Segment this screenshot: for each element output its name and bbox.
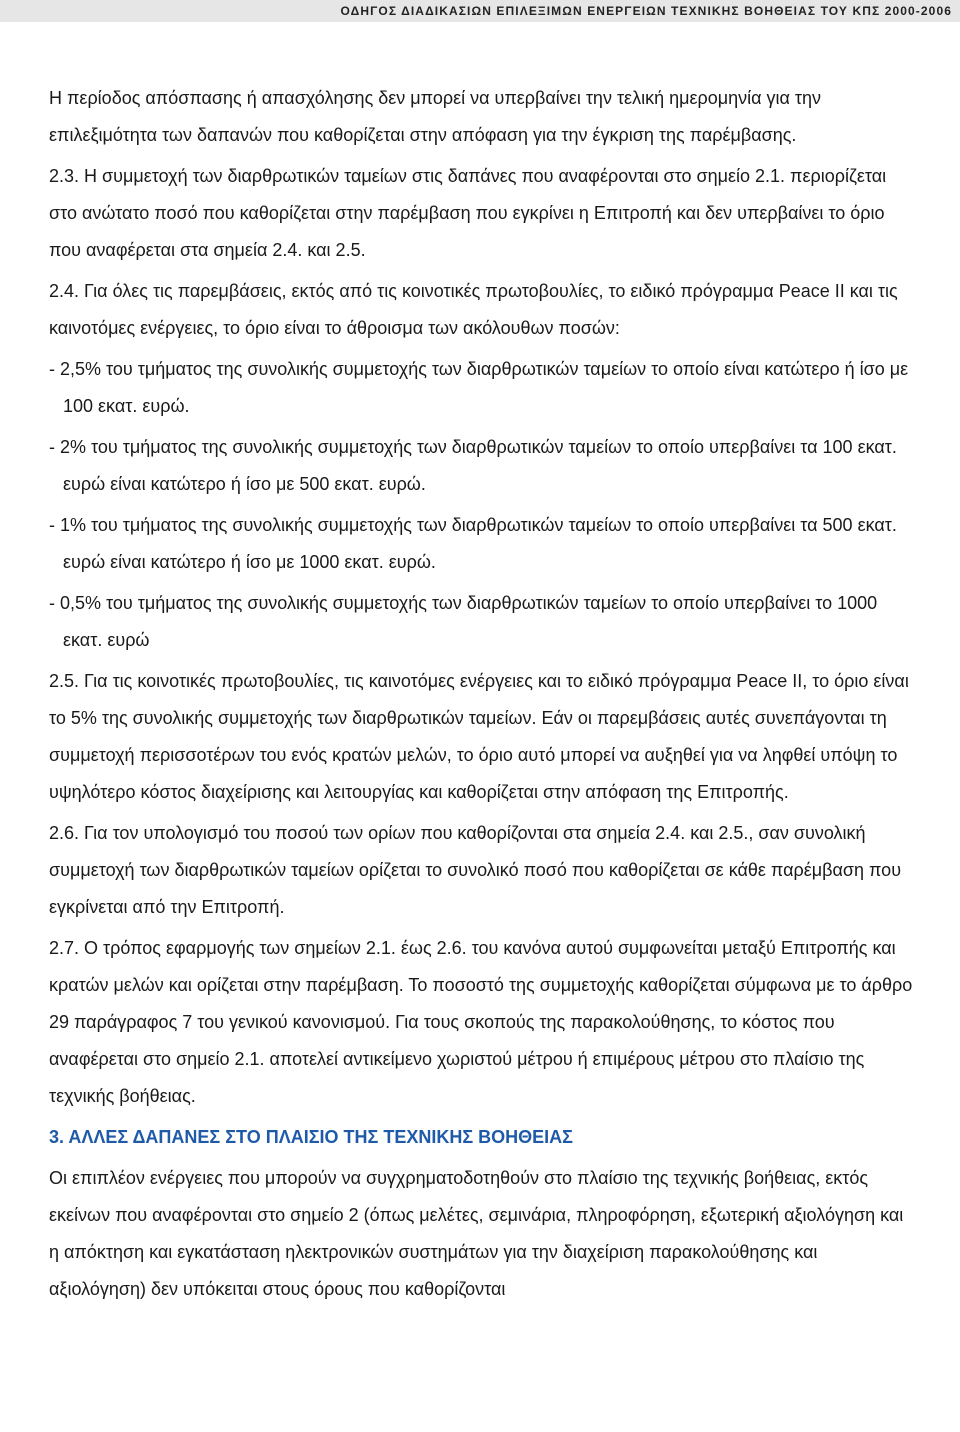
paragraph-2-6: 2.6. Για τον υπολογισμό του ποσού των ορίων που καθορίζονται στα σημεία 2.4. και 2.5., σαν συνολική συμμετοχή των διαρθρωτικών ταμείων ορίζεται το συνολικό ποσό που καθορίζεται σε κάθε παρέμβαση που εγκρίνεται από την Επιτροπή. bbox=[49, 823, 902, 917]
running-header: ΟΔΗΓΟΣ ΔΙΑΔΙΚΑΣΙΩΝ ΕΠΙΛΕΞΙΜΩΝ ΕΝΕΡΓΕΙΩΝ ΤΕΧΝΙΚΗΣ ΒΟΗΘΕΙΑΣ ΤΟΥ ΚΠΣ 2000-2006 bbox=[0, 0, 960, 22]
paragraph-2-4: 2.4. Για όλες τις παρεμβάσεις, εκτός από τις κοινοτικές πρωτοβουλίες, το ειδικό πρόγραμμα Peace II και τις καινοτόμες ενέργειες, το όριο είναι το άθροισμα των ακόλουθων ποσών: bbox=[49, 281, 898, 338]
list-item: - 1% του τμήματος της συνολικής συμμετοχής των διαρθρωτικών ταμείων το οποίο υπερβαίνει τα 500 εκατ. ευρώ είναι κατώτερο ή ίσο με 1000 εκατ. ευρώ. bbox=[49, 515, 897, 572]
list-item: - 2,5% του τμήματος της συνολικής συμμετοχής των διαρθρωτικών ταμείων το οποίο είναι κατώτερο ή ίσο με 100 εκατ. ευρώ. bbox=[49, 359, 909, 416]
document-body bbox=[49, 80, 917, 1312]
section-heading-3: 3. ΑΛΛΕΣ ΔΑΠΑΝΕΣ ΣΤΟ ΠΛΑΙΣΙΟ ΤΗΣ ΤΕΧΝΙΚΗΣ ΒΟΗΘΕΙΑΣ bbox=[49, 1127, 573, 1147]
paragraph-2-7: 2.7. Ο τρόπος εφαρμογής των σημείων 2.1. έως 2.6. του κανόνα αυτού συμφωνείται μεταξύ Επιτροπής και κρατών μελών και ορίζεται στην παρέμβαση. Το ποσοστό της συμμετοχής καθορίζεται σύμφωνα με το άρθρο 29 παράγραφος 7 του γενικού κανονισμού. Για τους σκοπούς της παρακολούθησης, το κόστος που αναφέρεται στο σημείο 2.1. αποτελεί αντικείμενο χωριστού μέτρου ή επιμέρους μέτρου στο πλαίσιο της τεχνικής βοήθειας. bbox=[49, 938, 913, 1106]
list-2-4 bbox=[49, 351, 917, 659]
paragraph-2-3: 2.3. Η συμμετοχή των διαρθρωτικών ταμείων στις δαπάνες που αναφέρονται στο σημείο 2.1. περιορίζεται στο ανώτατο ποσό που καθορίζεται στην παρέμβαση που εγκρίνει η Επιτροπή και δεν υπερβαίνει το όριο που αναφέρεται στα σημεία 2.4. και 2.5. bbox=[49, 166, 887, 260]
list-item: - 2% του τμήματος της συνολικής συμμετοχής των διαρθρωτικών ταμείων το οποίο υπερβαίνει τα 100 εκατ. ευρώ είναι κατώτερο ή ίσο με 500 εκατ. ευρώ. bbox=[49, 437, 897, 494]
paragraph-2-5: 2.5. Για τις κοινοτικές πρωτοβουλίες, τις καινοτόμες ενέργειες και το ειδικό πρόγραμμα Peace II, το όριο είναι το 5% της συνολικής συμμετοχής των διαρθρωτικών ταμείων. Εάν οι παρεμβάσεις αυτές συνεπάγονται τη συμμετοχή περισσοτέρων του ενός κρατών μελών, το όριο αυτό μπορεί να αυξηθεί για να ληφθεί υπόψη το υψηλότερο κόστος διαχείρισης και λειτουργίας και καθορίζεται στην απόφαση της Επιτροπής. bbox=[49, 671, 909, 802]
list-item: - 0,5% του τμήματος της συνολικής συμμετοχής των διαρθρωτικών ταμείων το οποίο υπερβαίνει το 1000 εκατ. ευρώ bbox=[49, 593, 878, 650]
paragraph-intro: Η περίοδος απόσπασης ή απασχόλησης δεν μπορεί να υπερβαίνει την τελική ημερομηνία για την επιλεξιμότητα των δαπανών που καθορίζεται στην απόφαση για την έγκριση της παρέμβασης. bbox=[49, 88, 822, 145]
paragraph-3: Οι επιπλέον ενέργειες που μπορούν να συγχρηματοδοτηθούν στο πλαίσιο της τεχνικής βοήθειας, εκτός εκείνων που αναφέρονται στο σημείο 2 (όπως μελέτες, σεμινάρια, πληροφόρηση, εξωτερική αξιολόγηση και η απόκτηση και εγκατάσταση ηλεκτρονικών συστημάτων για την διαχείριση παρακολούθησης και αξιολόγηση) δεν υπόκειται στους όρους που καθορίζονται bbox=[49, 1168, 904, 1299]
